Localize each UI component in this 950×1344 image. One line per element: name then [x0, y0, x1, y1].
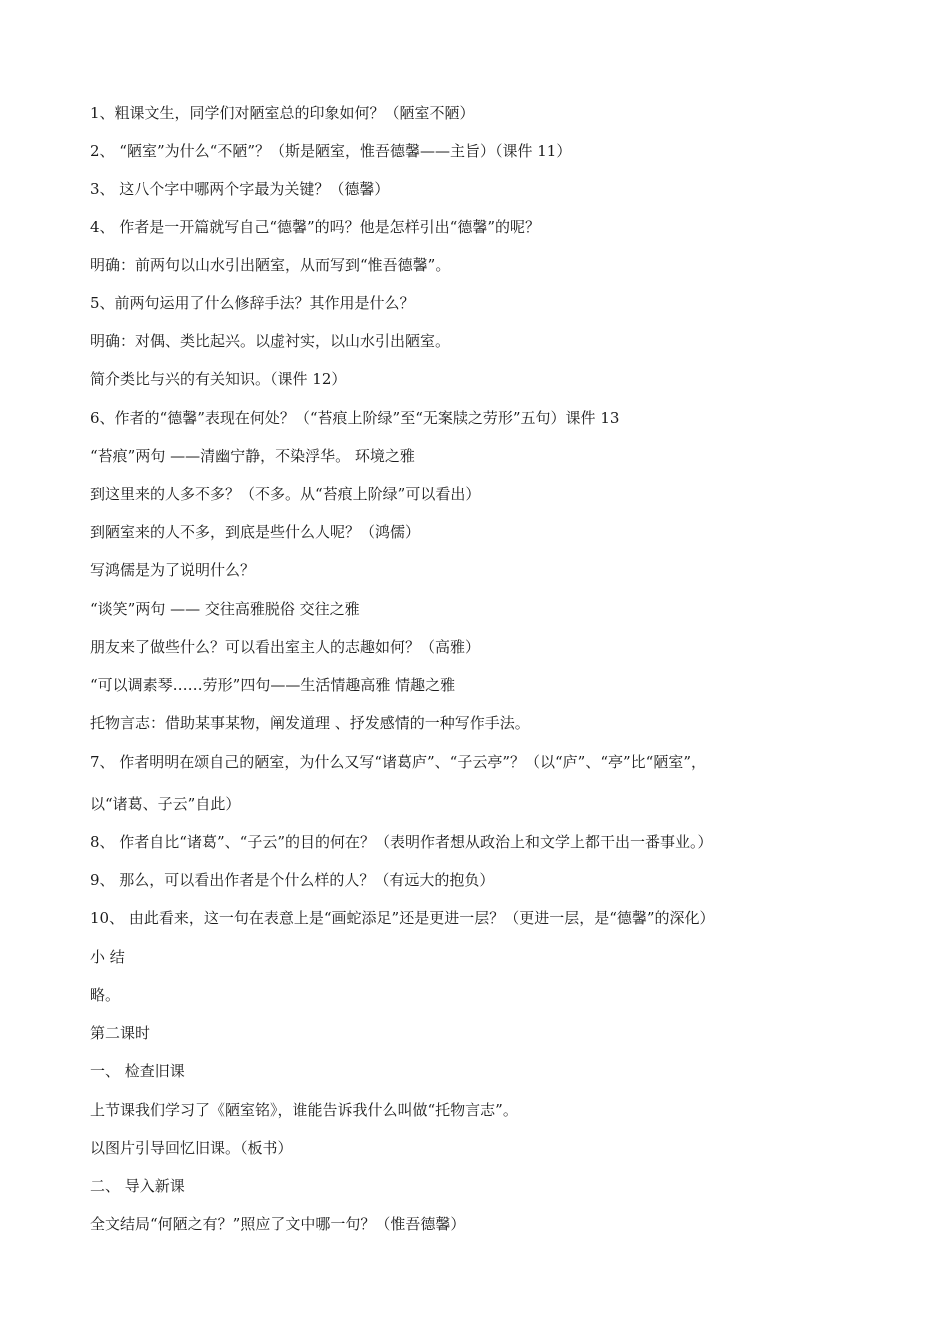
text-line: 简介类比与兴的有关知识。（课件 12） — [90, 370, 347, 388]
text-line: 第二课时 — [90, 1024, 151, 1042]
text-line: 托物言志：借助某事某物，阐发道理 、抒发感情的一种写作手法。 — [90, 714, 530, 732]
text-line: 小 结 — [90, 948, 125, 966]
text-line: 以“诸葛、子云”自此） — [90, 795, 241, 813]
text-line: 7、 作者明明在颂自己的陋室，为什么又写“诸葛庐”、“子云亭”？（以“庐”、“亭”比“陋室”， — [90, 753, 706, 771]
text-line: “可以调素琴……劳形”四句——生活情趣高雅 情趣之雅 — [90, 676, 456, 694]
text-line: 明确：对偶、类比起兴。以虚衬实，以山水引出陋室。 — [90, 332, 451, 350]
text-line: 8、 作者自比“诸葛”、“子云”的目的何在？（表明作者想从政治上和文学上都干出一番事业。） — [90, 833, 713, 851]
text-line: 6、作者的“德馨”表现在何处？（“苔痕上阶绿”至“无案牍之劳形”五句）课件 13 — [90, 409, 620, 427]
text-line: 到这里来的人多不多？（不多。从“苔痕上阶绿”可以看出） — [90, 485, 481, 503]
text-line: 4、 作者是一开篇就写自己“德馨”的吗？他是怎样引出“德馨”的呢？ — [90, 218, 540, 236]
text-line: 全文结局“何陋之有？”照应了文中哪一句？（惟吾德馨） — [90, 1215, 466, 1233]
text-line: 写鸿儒是为了说明什么？ — [90, 561, 256, 579]
text-line: 到陋室来的人不多，到底是些什么人呢？（鸿儒） — [90, 523, 421, 541]
text-line: 一、 检查旧课 — [90, 1062, 185, 1080]
text-line: 略。 — [90, 986, 121, 1004]
text-line: 5、前两句运用了什么修辞手法？其作用是什么？ — [90, 294, 415, 312]
text-line: 2、 “陋室”为什么“不陋”？（斯是陋室，惟吾德馨——主旨）（课件 11） — [90, 142, 572, 160]
text-line: 10、 由此看来，这一句在表意上是“画蛇添足”还是更进一层？（更进一层，是“德馨”的深化） — [90, 909, 715, 927]
text-line: 1、粗课文生，同学们对陋室总的印象如何？（陋室不陋） — [90, 104, 475, 122]
text-line: 3、 这八个字中哪两个字最为关键？（德馨） — [90, 180, 390, 198]
text-line: 二、 导入新课 — [90, 1177, 185, 1195]
text-line: 上节课我们学习了《陋室铭》，谁能告诉我什么叫做“托物言志”。 — [90, 1101, 518, 1119]
text-line: 朋友来了做些什么？可以看出室主人的志趣如何？（高雅） — [90, 638, 481, 656]
text-line: 9、 那么，可以看出作者是个什么样的人？（有远大的抱负） — [90, 871, 495, 889]
text-line: 明确：前两句以山水引出陋室，从而写到“惟吾德馨”。 — [90, 256, 451, 274]
text-line: “谈笑”两句 —— 交往高雅脱俗 交往之雅 — [90, 600, 360, 618]
text-line: “苔痕”两句 ——清幽宁静，不染浮华。 环境之雅 — [90, 447, 415, 465]
text-line: 以图片引导回忆旧课。（板书） — [90, 1139, 293, 1157]
